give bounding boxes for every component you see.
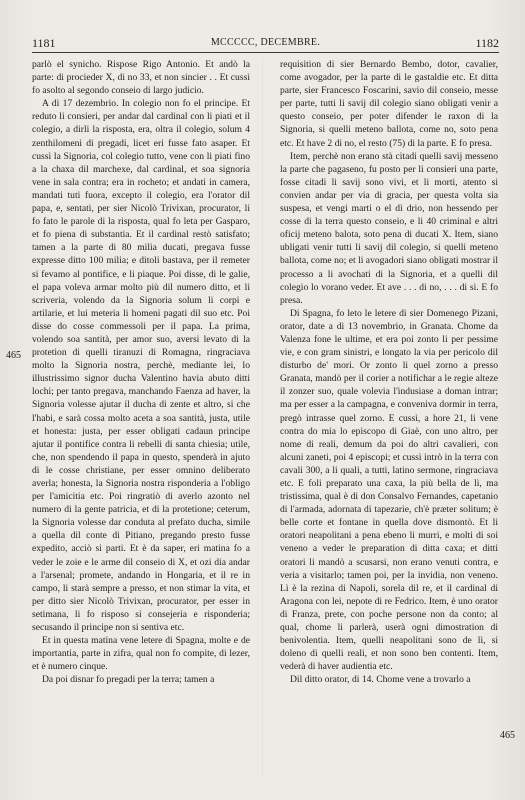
right-column <box>280 58 498 687</box>
page-number-left: 1181 <box>32 36 56 50</box>
paragraph: Dil ditto orator, di 14. Chome vene a trovarlo a <box>290 674 471 686</box>
margin-number-left: 465 <box>6 350 21 361</box>
paragraph: Item, perchè non erano stà citadi quelli savij messeno la parte che pagaseno, fu posto per li consieri una parte, fosse citadi li savij sono vivi, et li morti, atento si convien andar per via di gracia, per questa volta sia suspesa, et vengi marti o el dì drio, non hessendo per cosse di la terra questo conseio, e li 40 criminal e altri oficij meteno balota, soto pena di ducati X. Item, siano ubligati venir tutti li savij dil colegio, si quelli meteno ballota, come no; et li avogadori siano obligati mostrar il processo a li avochati di la Signoria, et a quelli dil colegio lo vorano veder. Et ave . . . di no, . . . di sì. E fo presa. <box>280 150 498 306</box>
page-number-right: 1182 <box>475 36 499 50</box>
margin-number-right: 465 <box>500 730 515 741</box>
paragraph: parlò el synicho. Rispose Rigo Antonio. Et andò la parte: di procieder X, di no 33, et non sincier . . Et cussì fo asolto al segondo conseio di largo judicio. <box>32 59 250 97</box>
left-column <box>32 58 250 687</box>
paragraph: Et in questa matina vene letere di Spagna, molte e de importantia, parte in zifra, qual non fo compite, di lezer, et è numero cinque. <box>32 635 250 673</box>
header-rule <box>32 52 499 53</box>
paragraph: requisition di sier Bernardo Bembo, dotor, cavalier, come avogador, per la parte di le gastaldie etc. Et ditta parte, sier Francesco Foscarini, savio dil conseio, messe per parte, tutti li savij dil colegio siano obligati venir a questo conseio, per poter difender le raxon di la Signoria, si quelli meteno ballota, come no, soto pena etc. Et have 2 di no, el resto (75) di la parte. E fo presa. <box>280 59 498 149</box>
page-header <box>32 36 499 52</box>
paragraph: Di Spagna, fo leto le letere di sier Domenego Pizani, orator, date a dì 13 novembrio, in Granata. Chome da Valenza fone le ultime, et era poi zonto li per pessime vie, e con gram sinistri, e longato la via per pericolo dil disturbo de' mori. Or zonto li quel zorno a presso Granata, mandò per il corier a notifichar a le regie alteze il zonzer suo, quale volevia l'indusiase a doman intrar; ma per esser a la campagna, e conveniva dormir in terra, pregò intrasse quel zorno. E cussì, a hore 21, li vene contra do mia lo episcopo di Giaè, con uno altro, per nome di reali, demum da poi do altri cavalieri, con alcuni zaneti, poi 4 episcopi; et cussì intrò in la terra con cavali 300, a li quali, a tutti, latino sermone, ringraciava etc. E foli preparato una caxa, la più bella de lì, ma tristissima, qual è di don Consalvo Fernandes, capetanio di l'armada, adornata di tapezarie, ch'è præter solitum; è belle corte et fontane in quella dove dismontò. Et li oratori neapolitani a pena ebeno li murri, e molti di soi veneno a veder le preparation di ditta caxa; et ditti oratori li mandò a scusarsi, non erano venuti contra, e veria a visitarlo; tamen poi, per la invidia, non veneno. Lì è la rezina di Napoli, sorela dil re, et il cardinal di Aragona con lei, nepote di re Fedrico. Item, è uno orator di Franza, prete, con poche persone non da conto; al qual, chome li parlerà, userà ogni dimostration di benivolentia. Item, quelli neapolitani sono de lì, si doleno di quelli reali, et non sono ben contenti. Item, vederà di haver audientia etc. <box>280 307 498 673</box>
running-title: MCCCCC, DECEMBRE. <box>210 37 321 48</box>
column-gutter <box>262 58 263 778</box>
paragraph: A dì 17 dezembrio. In colegio non fo el principe. Et reduto li consieri, per andar dal cardinal con li piati et il colegio, a dirli la risposta, era, oltra il colegio, solum 4 zenthilomeni di pregadi, licet eri fusse fato asaper. Et cussì la Signoria, col colegio tutto, vene con li piati fino a la chaxa dil marchexe, dal cardinal, et soa signoria vene in sala contra; era in rocheto; et andati in camera, mandati tuti fuora, excepto il colegio, era l'orator dil papa, e, sentati, per sier Nicolò Trivixan, procurator, li fo fato le parole di la risposta, qual fo leta per Gasparo, et fo piena di substantia. Et il cardinal restò satisfato; tamen a la parte di 80 milia ducati, pregava fusse expresse ditto 100 milia; e ditoli bastava, per il remeter si fevamo al pontifice, e li piaque. Poi disse, di le galie, el papa voleva armar molto più dil numero ditto, et li scriveria, volendo da la Signoria solum li corpi e artilarie, et lui meteria li homeni pagati dil suo etc. Poi disse do cosse commessoli per il papa. La prima, volendo soa santità, per amor suo, aversi levato di la protetion di quelli tiranuzi di Romagna, ringraciava molto la Signoria nostra, perchè, mediante lei, lo illustrissimo signor ducha Valentino havia abuto ditti lochi; per tanto pregava, manchando Faenza ad haver, la Signoria volesse ajutar il ducha di zente et altro, si che l'habi, e sarà cossa molto aceta a soa santità, justa, utile et honesta: justa, per esser obligati cadaun principe ajutar il pontifice contra li rebelli di santa chiesia; utile, che, non spendendo il papa in questo, spenderà in ajuto di le cosse christiane, per esser omnino deliberato averla; honesta, la Signoria nostra risponderia a l'obligo per l'amicitia etc. Poi ringratiò di averlo azonto nel numero di la gente patricia, et di la protetione; ceterum, la Signoria volesse dar conduta al prefato ducha, simile a quella dil conte di Pitiano, pregando presto fusse expedito, acciò si parti. Et è da saper, eri matina fo a veder le zoie e le arme dil conseio di X, et ozi dia andar a l'arsenal; promete, andando in Hongaria, et il re in campo, li starà sempre a presso, et non stimar la vita, et per ditto sier Nicolò Trivixan, procurator, per esser in setimana, li fo risposo si consejeria e risponderia; secusando il principe non si sentiva etc. <box>32 98 250 634</box>
paragraph: Da poi disnar fo pregadi per la terra; tamen a <box>42 674 215 686</box>
